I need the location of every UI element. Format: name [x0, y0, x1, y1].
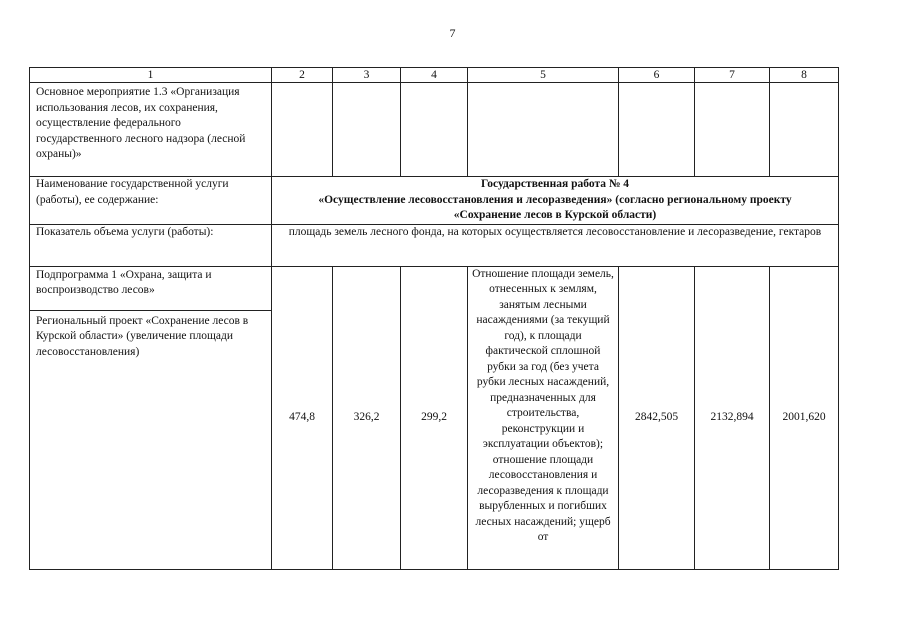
empty-cell — [272, 83, 333, 177]
page-number: 7 — [449, 26, 456, 40]
header-cell-5: 5 — [468, 68, 619, 83]
value-col4: 299,2 — [401, 266, 468, 569]
header-cell-1: 1 — [30, 68, 272, 83]
activity-label: Основное мероприятие 1.3 «Организация использования лесов, их сохранения, осуществление федерального государственного лесного надзора (лесной охраны)» — [30, 83, 272, 177]
service-name-line2: «Осуществление лесовосстановления и лесоразведения» (согласно региональному проекту — [318, 193, 792, 206]
empty-cell — [770, 83, 839, 177]
header-row — [30, 68, 839, 83]
header-cell-4: 4 — [401, 68, 468, 83]
value-col2: 474,8 — [272, 266, 333, 569]
header-cell-8: 8 — [770, 68, 839, 83]
program-row — [30, 266, 839, 569]
volume-indicator-value: площадь земель лесного фонда, на которых осуществляется лесовосстановление и лесоразведение, гектаров — [272, 224, 839, 266]
indicator-description: Отношение площади земель, отнесенных к землям, занятым лесными насаждениями (за текущий год), к площади фактической сплошной рубки за год (без учета рубки лесных насаждений, предназначенных для строительства, реконструкции и эксплуатации объектов); отношение площади лесовосстановления и лесоразведения к площади вырубленных и погибших лесных насаждений; ущерб от — [468, 266, 619, 569]
value-col7: 2132,894 — [695, 266, 770, 569]
value-col8: 2001,620 — [770, 266, 839, 569]
header-cell-2: 2 — [272, 68, 333, 83]
value-col3: 326,2 — [333, 266, 401, 569]
program-cell — [30, 266, 272, 569]
header-cell-6: 6 — [619, 68, 695, 83]
empty-cell — [333, 83, 401, 177]
service-name-line3: «Сохранение лесов в Курской области) — [453, 209, 657, 221]
service-name-content — [272, 177, 839, 225]
volume-indicator-label: Показатель объема услуги (работы): — [30, 224, 272, 266]
empty-cell — [401, 83, 468, 177]
subprogram-label: Подпрограмма 1 «Охрана, защита и воспроизводство лесов» — [30, 267, 271, 311]
service-name-label: Наименование государственной услуги (работы), ее содержание: — [30, 177, 272, 225]
activity-row — [30, 83, 839, 177]
plan-table — [29, 67, 839, 570]
service-name-row — [30, 177, 839, 225]
empty-cell — [619, 83, 695, 177]
empty-cell — [468, 83, 619, 177]
empty-cell — [695, 83, 770, 177]
service-name-title: Государственная работа № 4 — [480, 178, 630, 190]
header-cell-7: 7 — [695, 68, 770, 83]
header-cell-3: 3 — [333, 68, 401, 83]
volume-indicator-row — [30, 224, 839, 266]
value-col6: 2842,505 — [619, 266, 695, 569]
regional-project-label: Региональный проект «Сохранение лесов в Курской области» (увеличение площади лесовосстановления) — [36, 314, 249, 358]
